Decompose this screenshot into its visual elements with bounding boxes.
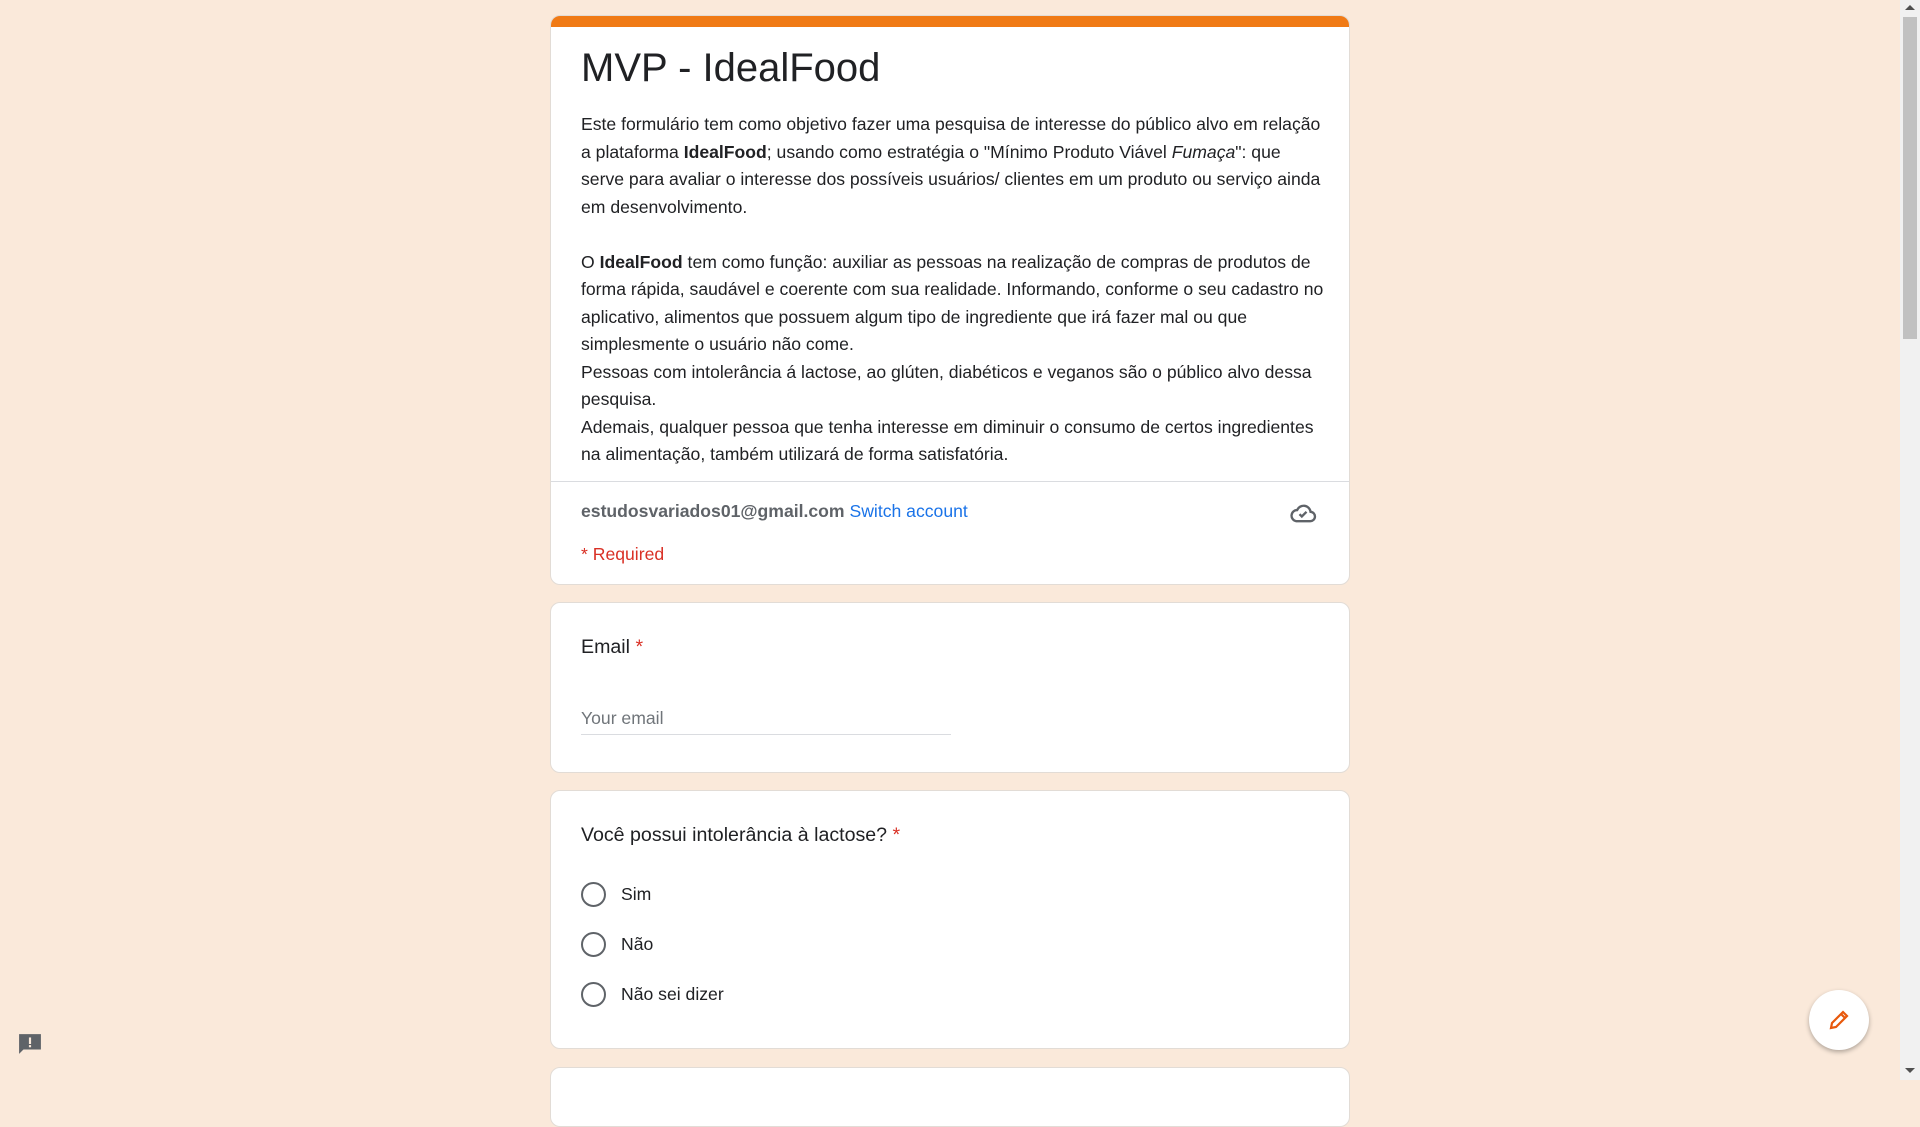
email-label [581,636,643,659]
accent-bar [550,15,1350,27]
scroll-up-arrow-icon[interactable] [1905,5,1915,10]
option-label: Não [621,934,654,954]
edit-fab-button[interactable] [1809,990,1869,1050]
radio-button[interactable] [581,932,606,957]
desc-text: tem como função: auxiliar as pessoas na realização de compras de produtos de forma rápida, saudável e coerente com sua realidade. Informando, conforme o seu cadastro no aplicativo, alimentos que possuem algum tipo de ingrediente que irá fazer mal ou que simplesmente o usuário não come. [581,251,1324,354]
divider [551,481,1349,482]
form-description [581,111,1326,469]
option-label: Não sei dizer [621,984,724,1004]
scrollbar-thumb[interactable] [1903,17,1917,339]
radio-option-nao[interactable] [581,932,653,957]
desc-bold: IdealFood [683,141,767,162]
desc-text: Pessoas com intolerância á lactose, ao glúten, diabéticos e veganos são o público alvo dessa pesquisa. [581,361,1312,409]
scrollbar[interactable] [1900,0,1920,1080]
required-star: * [892,824,901,846]
desc-text: O [581,251,600,272]
desc-text: Este formulário tem como objetivo fazer uma pesquisa de interesse do público alvo em relação a plataforma [581,114,1321,162]
pencil-icon [1827,1008,1851,1032]
email-question-card [550,602,1350,773]
label-text: Email [581,636,630,658]
cloud-saved-icon[interactable] [1289,501,1317,525]
desc-text: ; usando como estratégia o "Mínimo Produto Viável [766,141,1172,162]
desc-text: ": que serve para avaliar o interesse dos possíveis usuários/ clientes em um produto ou serviço ainda em desenvolvimento. [581,141,1321,217]
required-star: * [635,636,644,658]
scroll-down-arrow-icon[interactable] [1905,1068,1915,1073]
radio-option-sim[interactable] [581,882,651,907]
radio-button[interactable] [581,882,606,907]
required-note: * Required [581,544,665,564]
switch-account-link[interactable]: Switch account [849,501,968,521]
radio-option-nao-sei[interactable] [581,982,724,1007]
option-label: Sim [621,884,652,904]
label-text: Você possui intolerância à lactose? [581,824,888,846]
question-label [581,824,900,847]
email-input[interactable] [581,703,951,735]
account-line [581,501,968,522]
radio-button[interactable] [581,982,606,1007]
next-question-card [550,1067,1350,1127]
report-feedback-icon[interactable] [16,1032,44,1056]
form-header-card [550,15,1350,585]
form-title: MVP - IdealFood [581,46,881,90]
account-email: estudosvariados01@gmail.com [581,501,845,521]
desc-bold: IdealFood [599,251,683,272]
desc-italic: Fumaça [1171,141,1236,162]
lactose-question-card [550,790,1350,1049]
desc-text: Ademais, qualquer pessoa que tenha interesse em diminuir o consumo de certos ingredientes na alimentação, também utilizará de forma satisfatória. [581,416,1314,464]
